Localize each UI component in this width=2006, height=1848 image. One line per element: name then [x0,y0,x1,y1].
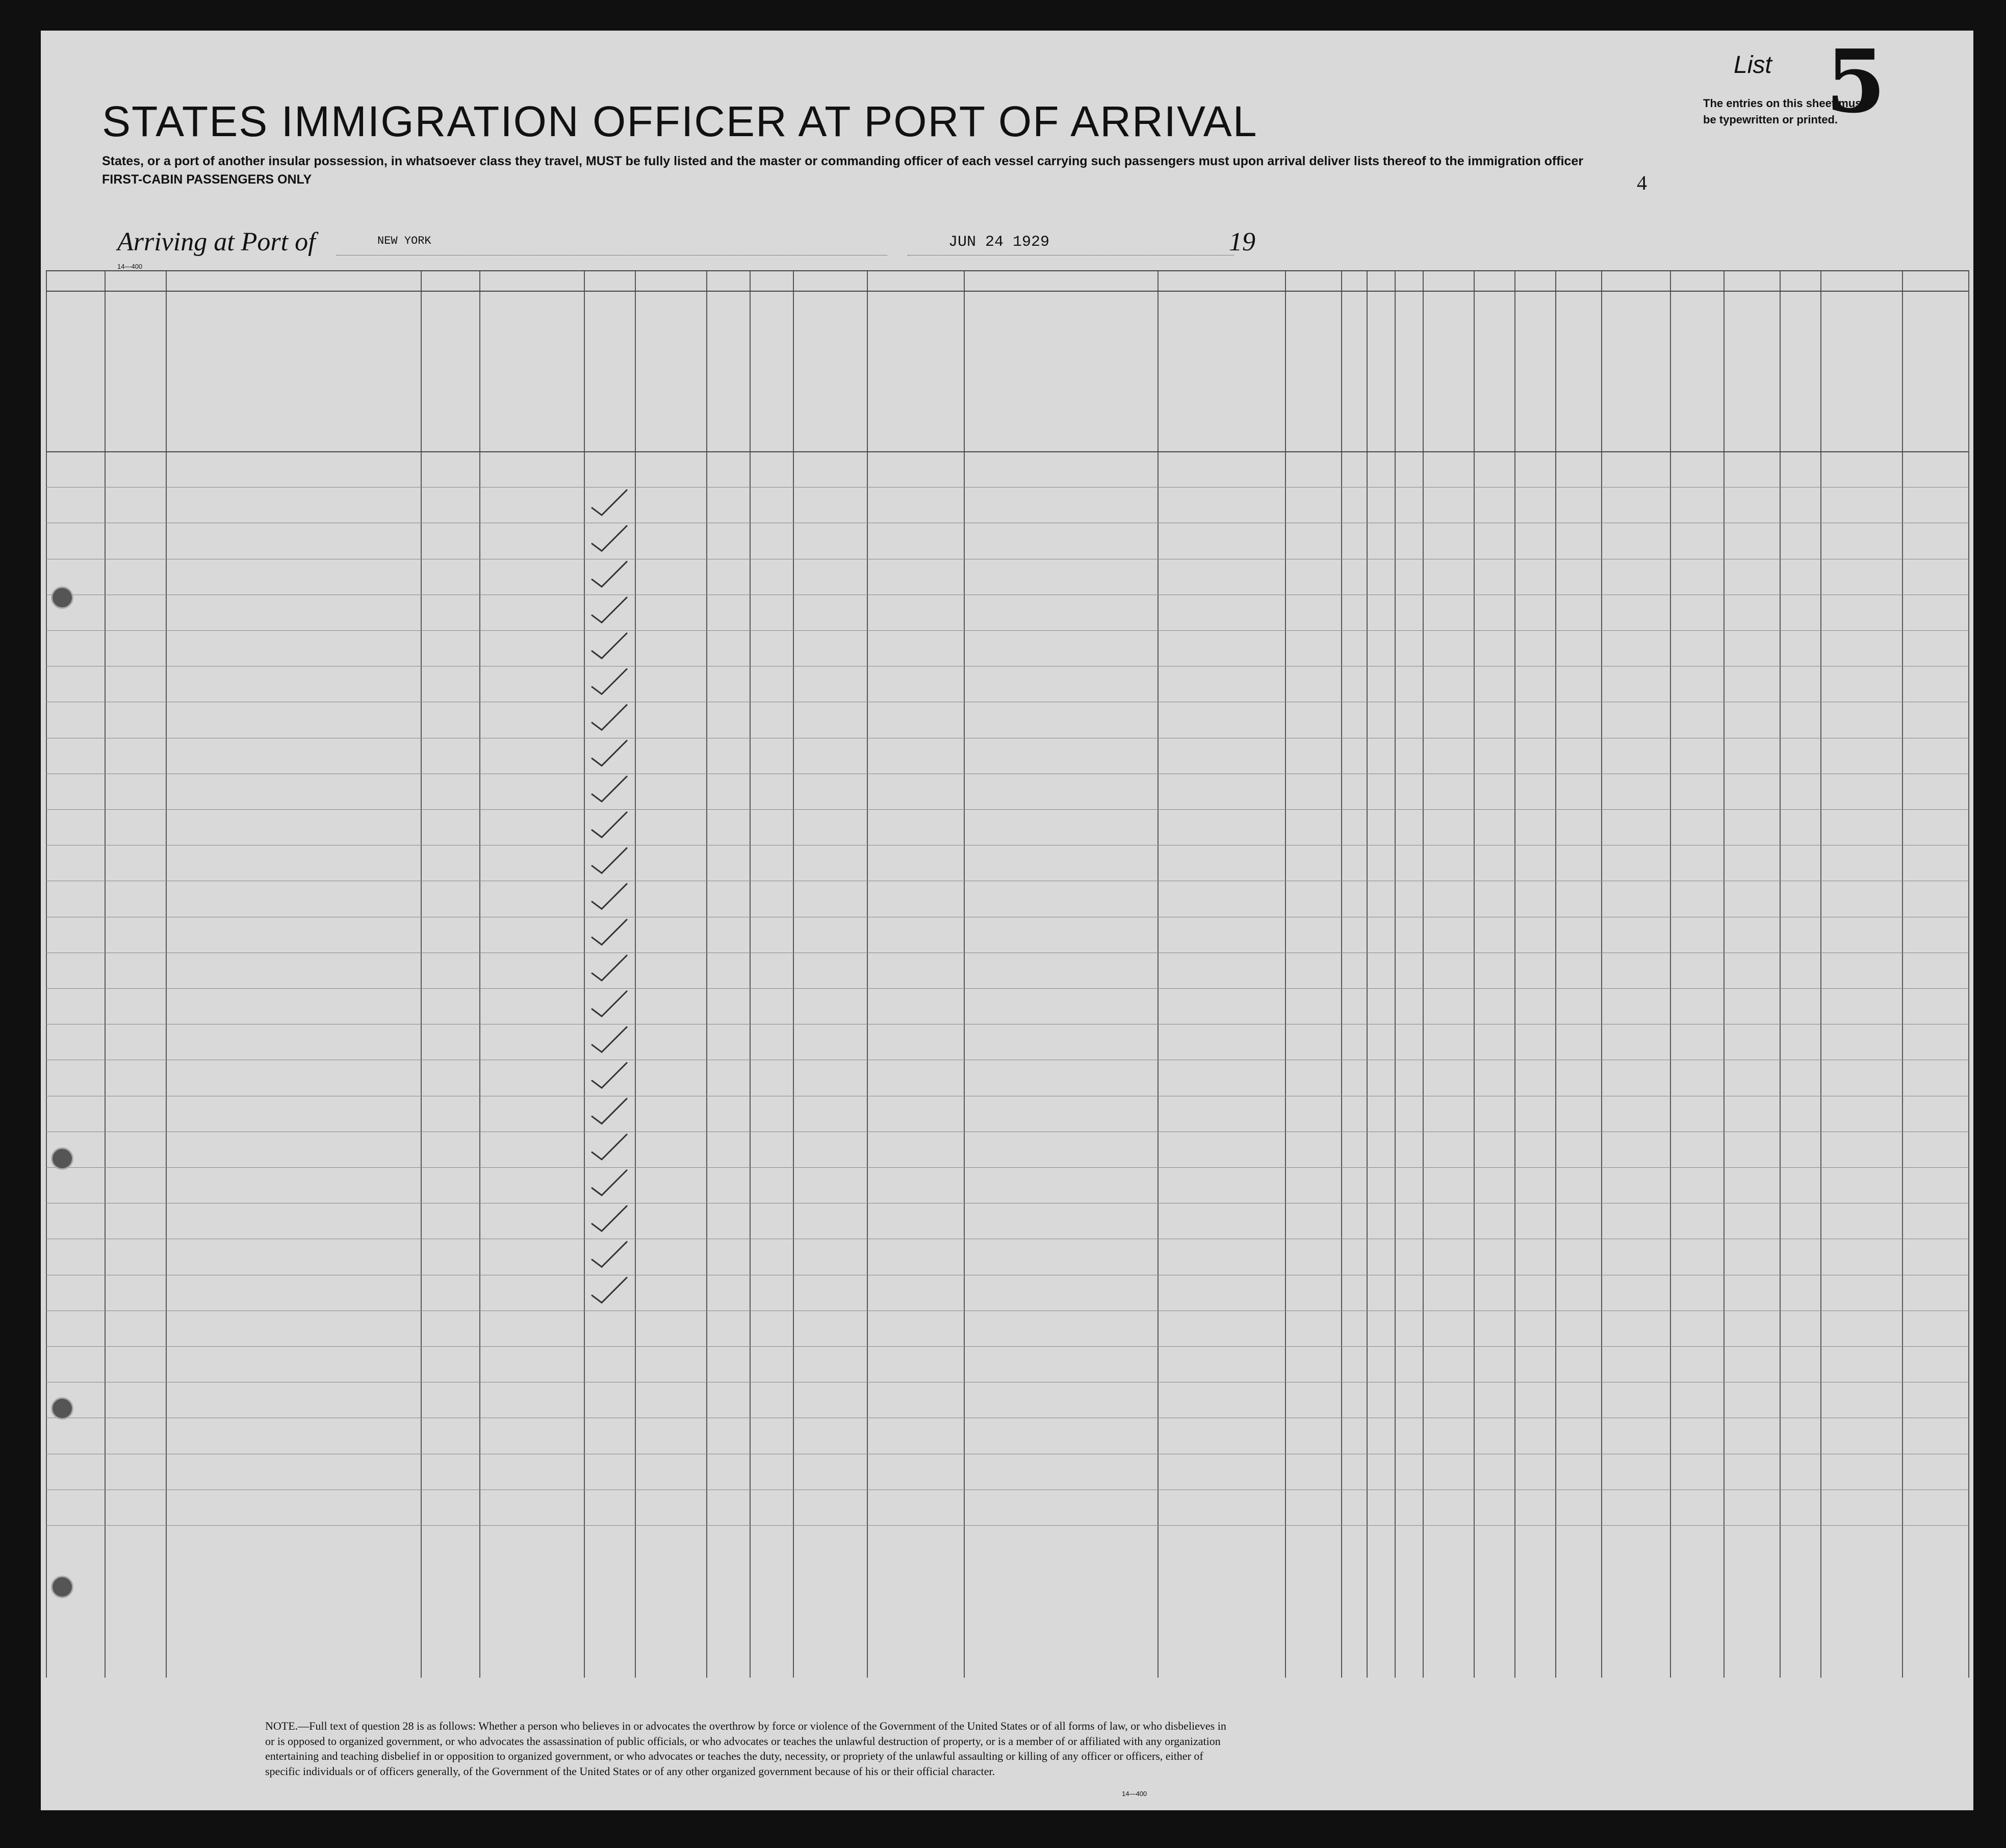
tick-mark [591,883,627,909]
arriving-label: Arriving at Port of [117,227,316,256]
tick-mark [591,1134,627,1160]
class-line: FIRST-CABIN PASSENGERS ONLY [102,172,312,187]
form-number: 14—400 [117,263,143,270]
tick-mark [591,525,627,551]
binder-hole [51,586,73,609]
tick-mark [591,955,627,981]
tick-mark [591,812,627,837]
tick-mark [591,991,627,1016]
date-stamp: JUN 24 1929 [948,234,1050,251]
tick-mark [591,669,627,694]
year-prefix: 19 [1229,227,1255,256]
manifest-table [46,270,1968,1678]
tick-mark [591,740,627,766]
list-label: List [1734,52,1772,79]
typewritten-note-2: be typewritten or printed. [1703,113,1838,126]
page-number: 4 [1637,171,1647,194]
list-number: 5 [1825,31,1886,133]
tick-mark [591,1277,627,1303]
tick-mark [591,490,627,515]
tick-mark [591,848,627,873]
typewritten-note-1: The entries on this sheet must [1703,97,1865,110]
handwritten-ticks [46,270,1968,1678]
tick-mark [591,704,627,730]
port-name: NEW YORK [377,235,431,247]
tick-mark [591,919,627,945]
binder-hole [51,1576,73,1598]
tick-mark [591,561,627,587]
tick-mark [591,1026,627,1052]
tick-mark [591,1241,627,1267]
page-title: STATES IMMIGRATION OFFICER AT PORT OF ARRIVAL [102,97,1258,145]
page-subtitle: States, or a port of another insular possession, in whatsoever class they travel, MUST be fully listed and the master or commanding officer of each vessel carrying such passengers must upon arrival deliver lists thereof to the immigration officer [102,154,1583,168]
tick-mark [591,597,627,623]
footnote: NOTE.—Full text of question 28 is as follows: Whether a person who believes in or advocates the overthrow by force or violence of the Government of the United States or of all forms of law, or who disbelieves in or is opposed to organized government, or who advocates the assassination of public officials, or who advocates or teaches the unlawful destruction of property, or is a member of or affiliated with any organization entertaining and teaching disbelief in or opposition to organized government, or who advocates or teaches the duty, necessity, or propriety of the unlawful assaulting or killing of any officer or officers, either of specific individuals or of officers generally, of the Government of the United States or of any other organized government because of his or their official character. [265,1719,1226,1778]
footnote-form-number: 14—400 [1122,1790,1147,1798]
binder-hole [51,1397,73,1420]
tick-mark [591,633,627,658]
tick-mark [591,1098,627,1124]
tick-mark [591,1170,627,1195]
binder-hole [51,1147,73,1170]
tick-mark [591,1205,627,1231]
manifest-sheet [41,31,1973,1810]
tick-mark [591,776,627,802]
tick-mark [591,1062,627,1088]
